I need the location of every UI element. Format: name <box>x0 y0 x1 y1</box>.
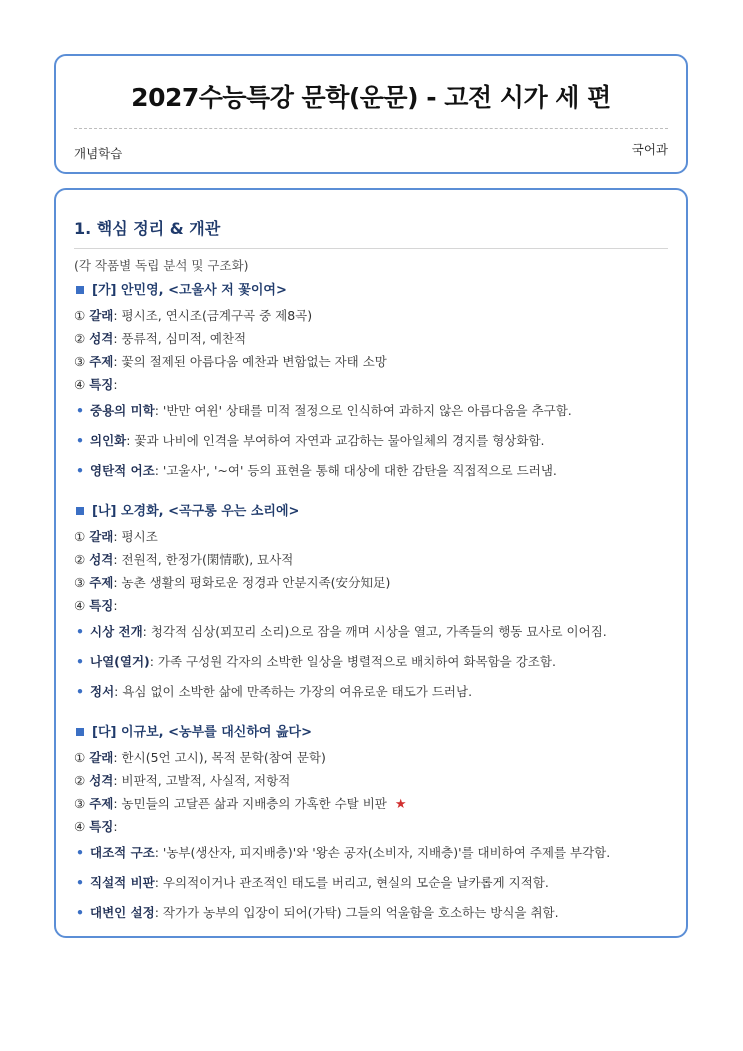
bullet-dot-icon: • <box>76 654 84 669</box>
item-key: 성격 <box>89 331 114 346</box>
bullet-dot-icon: • <box>76 463 84 478</box>
content-body <box>74 254 672 928</box>
work-item <box>74 769 672 792</box>
item-key: 갈래 <box>89 308 114 323</box>
work-item <box>74 746 672 769</box>
bullet-dot-icon: • <box>76 875 84 890</box>
item-number: ② <box>74 773 86 788</box>
subject-label: 국어과 <box>631 142 668 157</box>
item-text: : 농촌 생활의 평화로운 정경과 안분지족(安分知足) <box>113 575 391 590</box>
item-text: : <box>113 598 118 613</box>
section-divider <box>74 248 668 249</box>
item-number: ② <box>74 552 86 567</box>
item-number: ④ <box>74 598 86 613</box>
item-number: ③ <box>74 575 86 590</box>
work-heading <box>74 498 672 525</box>
feature-bullet <box>74 396 672 426</box>
bullet-key: 중용의 미학 <box>90 403 155 418</box>
bullet-text: : 청각적 심상(꾀꼬리 소리)으로 잠을 깨며 시상을 열고, 가족들의 행동 묘사로 이어짐. <box>142 624 607 639</box>
item-number: ① <box>74 308 86 323</box>
feature-bullet <box>74 647 672 677</box>
bullet-key: 대변인 설정 <box>90 905 155 920</box>
item-key: 성격 <box>89 552 114 567</box>
square-bullet-icon <box>76 507 84 515</box>
work-title: [다] 이규보, <농부를 대신하여 읊다> <box>92 725 312 740</box>
item-text: : 전원적, 한정가(閑情歌), 묘사적 <box>113 552 294 567</box>
feature-bullet <box>74 617 672 647</box>
item-number: ① <box>74 529 86 544</box>
feature-bullet <box>74 456 672 486</box>
feature-bullet <box>74 898 672 928</box>
item-key: 갈래 <box>89 750 114 765</box>
bullet-text: : 우의적이거나 관조적인 태도를 버리고, 현실의 모순을 날카롭게 지적함. <box>154 875 549 890</box>
work-item <box>74 327 672 350</box>
item-text: : 풍류적, 심미적, 예찬적 <box>113 331 247 346</box>
bullet-dot-icon: • <box>76 905 84 920</box>
bullet-text: : '고울사', '~여' 등의 표현을 통해 대상에 대한 감탄을 직접적으로 드러냄. <box>154 463 557 478</box>
work-item <box>74 350 672 373</box>
work-item <box>74 304 672 327</box>
item-number: ③ <box>74 796 86 811</box>
item-text: : <box>113 819 118 834</box>
feature-bullet <box>74 426 672 456</box>
section-note: (각 작품별 독립 분석 및 구조화) <box>74 258 249 273</box>
bullet-dot-icon: • <box>76 624 84 639</box>
feature-bullet <box>74 838 672 868</box>
feature-bullet <box>74 677 672 707</box>
bullet-dot-icon: • <box>76 433 84 448</box>
bullet-key: 대조적 구조 <box>90 845 155 860</box>
work-item <box>74 548 672 571</box>
header-box <box>54 54 688 174</box>
bullet-key: 시상 전개 <box>90 624 143 639</box>
item-text: : 평시조 <box>113 529 158 544</box>
work-item <box>74 792 672 815</box>
work-item <box>74 525 672 548</box>
item-number: ④ <box>74 377 86 392</box>
work-item <box>74 815 672 838</box>
item-number: ④ <box>74 819 86 834</box>
bullet-key: 의인화 <box>90 433 127 448</box>
bullet-key: 나열(열거) <box>90 654 150 669</box>
item-key: 주제 <box>89 575 114 590</box>
bullet-dot-icon: • <box>76 684 84 699</box>
bullet-text: : 욕심 없이 소박한 삶에 만족하는 가장의 여유로운 태도가 드러남. <box>114 684 473 699</box>
bullet-dot-icon: • <box>76 403 84 418</box>
item-number: ① <box>74 750 86 765</box>
item-text: : <box>113 377 118 392</box>
feature-bullet <box>74 868 672 898</box>
header-divider <box>74 128 668 129</box>
item-key: 주제 <box>89 796 114 811</box>
work-title: [가] 안민영, <고울사 저 꽃이여> <box>92 283 287 298</box>
bullet-dot-icon: • <box>76 845 84 860</box>
work-item <box>74 594 672 617</box>
work-item <box>74 571 672 594</box>
item-text: : 평시조, 연시조(금계구곡 중 제8곡) <box>113 308 313 323</box>
category-label: 개념학습 <box>74 146 123 161</box>
bullet-key: 영탄적 어조 <box>90 463 155 478</box>
section-title: 1. 핵심 정리 & 개관 <box>74 219 221 238</box>
item-text: : 비판적, 고발적, 사실적, 저항적 <box>113 773 291 788</box>
item-text: : 농민들의 고달픈 삶과 지배층의 가혹한 수탈 비판 <box>113 796 387 811</box>
bullet-text: : '농부(생산자, 피지배층)'와 '왕손 공자(소비자, 지배층)'를 대비하여 주제를 부각함. <box>154 845 611 860</box>
bullet-text: : 작가가 농부의 입장이 되어(가탁) 그들의 억울함을 호소하는 방식을 취함. <box>154 905 559 920</box>
content-box <box>54 188 688 938</box>
work-item <box>74 373 672 396</box>
item-key: 특징 <box>89 598 114 613</box>
item-key: 갈래 <box>89 529 114 544</box>
work-title: [나] 오경화, <곡구롱 우는 소리에> <box>92 504 300 519</box>
item-text: : 꽃의 절제된 아름다움 예찬과 변함없는 자태 소망 <box>113 354 387 369</box>
star-icon: ★ <box>394 797 407 812</box>
item-key: 특징 <box>89 377 114 392</box>
bullet-text: : '반만 여윈' 상태를 미적 절정으로 인식하여 과하지 않은 아름다움을 추구함. <box>154 403 572 418</box>
work-heading <box>74 719 672 746</box>
item-text: : 한시(5언 고시), 목적 문학(참여 문학) <box>113 750 326 765</box>
bullet-key: 정서 <box>90 684 115 699</box>
bullet-key: 직설적 비판 <box>90 875 155 890</box>
work-heading <box>74 277 672 304</box>
page-title: 2027수능특강 문학(운문) - 고전 시가 세 편 <box>131 83 611 112</box>
bullet-text: : 가족 구성원 각자의 소박한 일상을 병렬적으로 배치하여 화목함을 강조함. <box>149 654 556 669</box>
square-bullet-icon <box>76 728 84 736</box>
item-number: ② <box>74 331 86 346</box>
bullet-text: : 꽃과 나비에 인격을 부여하여 자연과 교감하는 물아일체의 경지를 형상화함. <box>126 433 545 448</box>
item-number: ③ <box>74 354 86 369</box>
item-key: 주제 <box>89 354 114 369</box>
item-key: 성격 <box>89 773 114 788</box>
square-bullet-icon <box>76 286 84 294</box>
item-key: 특징 <box>89 819 114 834</box>
